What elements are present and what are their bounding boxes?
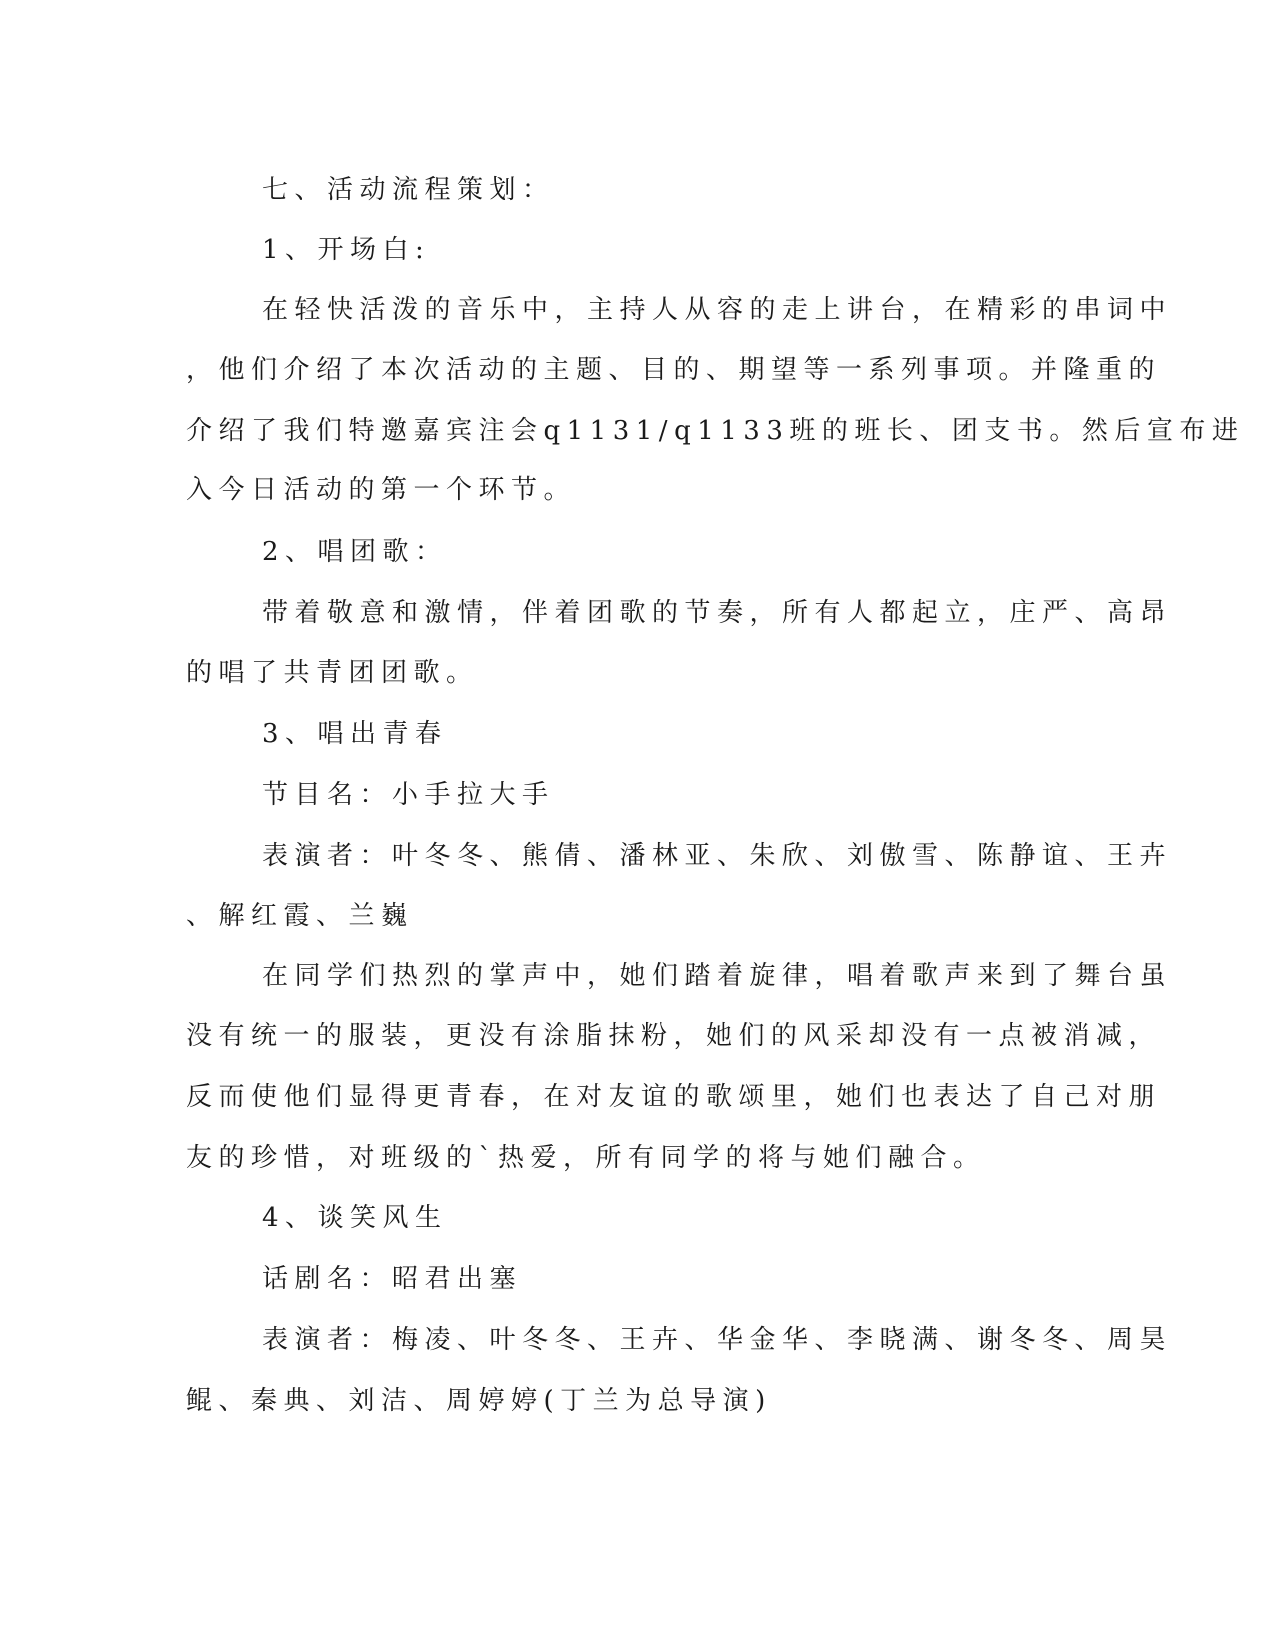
paragraph-line: 入今日活动的第一个环节。 <box>186 475 577 505</box>
drama-name-line: 话剧名：昭君出塞 <box>262 1264 523 1294</box>
performers-line: 鲲、秦典、刘洁、周婷婷(丁兰为总导演) <box>186 1386 772 1416</box>
paragraph-line: 在同学们热烈的掌声中，她们踏着旋律，唱着歌声来到了舞台虽 <box>262 961 1173 991</box>
program-name-line: 节目名：小手拉大手 <box>262 780 555 810</box>
paragraph-line: 反而使他们显得更青春，在对友谊的歌颂里，她们也表达了自己对朋 <box>186 1082 1162 1112</box>
paragraph-line: 在轻快活泼的音乐中，主持人从容的走上讲台，在精彩的串词中 <box>262 295 1173 325</box>
performers-line: 表演者：梅凌、叶冬冬、王卉、华金华、李晓满、谢冬冬、周昊 <box>262 1325 1173 1355</box>
paragraph-line: 友的珍惜，对班级的`热爱，所有同学的将与她们融合。 <box>186 1143 986 1173</box>
performers-line: 、解红霞、兰巍 <box>186 901 414 931</box>
paragraph-line: 介绍了我们特邀嘉宾注会q1131/q1133班的班长、团支书。然后宣布进 <box>186 416 1245 446</box>
performers-line: 表演者：叶冬冬、熊倩、潘林亚、朱欣、刘傲雪、陈静谊、王卉 <box>262 841 1173 871</box>
paragraph-line: 的唱了共青团团歌。 <box>186 658 479 688</box>
item-heading-league-song: 2、唱团歌： <box>262 537 448 567</box>
paragraph-line: 没有统一的服装，更没有涂脂抹粉，她们的风采却没有一点被消减， <box>186 1021 1162 1051</box>
item-heading-opening: 1、开场白: <box>262 235 431 265</box>
paragraph-line: ，他们介绍了本次活动的主题、目的、期望等一系列事项。并隆重的 <box>186 355 1162 385</box>
item-heading-sing-youth: 3、唱出青春 <box>262 719 448 749</box>
section-heading-activity-flow: 七、活动流程策划： <box>262 175 555 205</box>
item-heading-talk-laugh: 4、谈笑风生 <box>262 1203 448 1233</box>
paragraph-line: 带着敬意和激情，伴着团歌的节奏，所有人都起立，庄严、高昂 <box>262 598 1173 628</box>
